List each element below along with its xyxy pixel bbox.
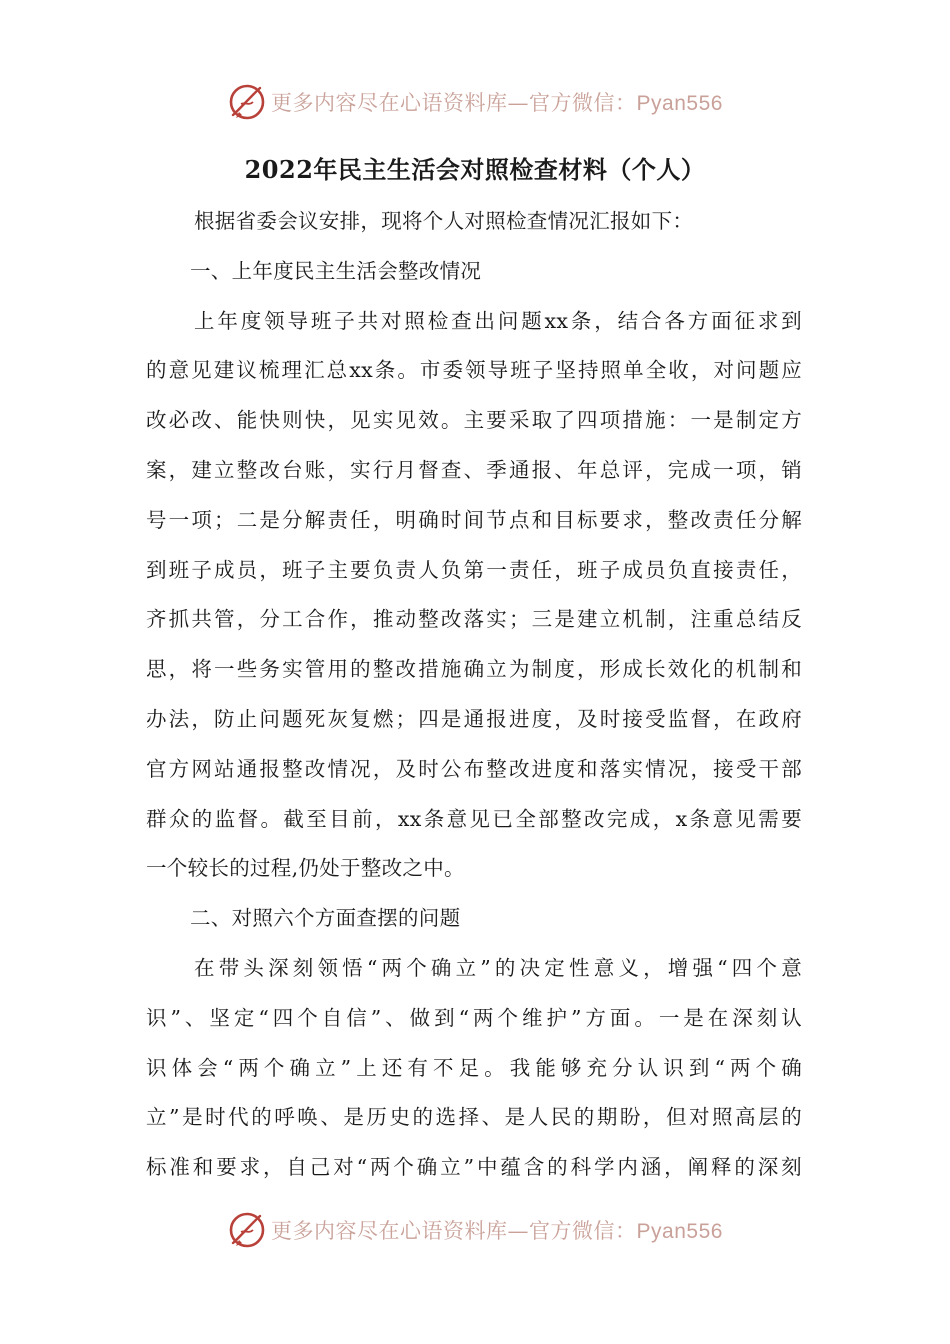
- intro-line: 根据省委会议安排，现将个人对照检查情况汇报如下：: [194, 209, 694, 233]
- paragraph-line: 标准和要求，自己对“两个确立”中蕴含的科学内涵，阐释的深刻: [146, 1155, 802, 1180]
- watermark-banner-top: [0, 80, 950, 124]
- paragraph-line: 号一项；二是分解责任，明确时间节点和目标要求，整改责任分解: [146, 507, 802, 532]
- paragraph-line: 改必改、能快则快，见实见效。主要采取了四项措施：一是制定方: [146, 408, 802, 433]
- paragraph-line: 一个较长的过程,仍处于整改之中。: [146, 856, 465, 881]
- document-title: 2022年民主生活会对照检查材料（个人）: [244, 155, 706, 184]
- pen-logo-icon: [227, 82, 267, 122]
- paragraph-line: 识”、坚定“四个自信”、做到“两个维护”方面。一是在深刻认: [146, 1005, 802, 1030]
- section-heading-2: 二、对照六个方面查摆的问题: [190, 906, 461, 931]
- watermark-banner-bottom: [0, 1208, 950, 1252]
- paragraph-line: 办法，防止问题死灰复燃；四是通报进度，及时接受监督，在政府: [146, 706, 802, 731]
- paragraph-line: 在带头深刻领悟“两个确立”的决定性意义，增强“四个意: [194, 955, 802, 980]
- document-body: [146, 197, 802, 1193]
- paragraph-line: 案，建立整改台账，实行月督查、季通报、年总评，完成一项，销: [146, 457, 802, 482]
- paragraph-line: 到班子成员，班子主要负责人负第一责任，班子成员负直接责任，: [146, 557, 802, 582]
- paragraph-line: 识体会“两个确立”上还有不足。我能够充分认识到“两个确: [146, 1055, 802, 1080]
- paragraph-line: 上年度领导班子共对照检查出问题xx条，结合各方面征求到: [194, 308, 802, 333]
- watermark-text-top: 更多内容尽在心语资料库—官方微信：Pyan556: [271, 91, 723, 115]
- paragraph-line: 群众的监督。截至目前，xx条意见已全部整改完成，x条意见需要: [146, 806, 802, 831]
- paragraph-line: 思，将一些务实管用的整改措施确立为制度，形成长效化的机制和: [146, 657, 802, 682]
- paragraph-line: 齐抓共管，分工合作，推动整改落实；三是建立机制，注重总结反: [146, 607, 802, 632]
- watermark-text-bottom: 更多内容尽在心语资料库—官方微信：Pyan556: [271, 1219, 723, 1243]
- paragraph-line: 的意见建议梳理汇总xx条。市委领导班子坚持照单全收，对问题应: [146, 358, 802, 383]
- paragraph-line: 立”是时代的呼唤、是历史的选择、是人民的期盼，但对照高层的: [146, 1105, 802, 1130]
- paragraph-line: 官方网站通报整改情况，及时公布整改进度和落实情况，接受干部: [146, 756, 802, 781]
- pen-logo-icon: [227, 1210, 267, 1250]
- section-heading-1: 一、上年度民主生活会整改情况: [190, 258, 482, 283]
